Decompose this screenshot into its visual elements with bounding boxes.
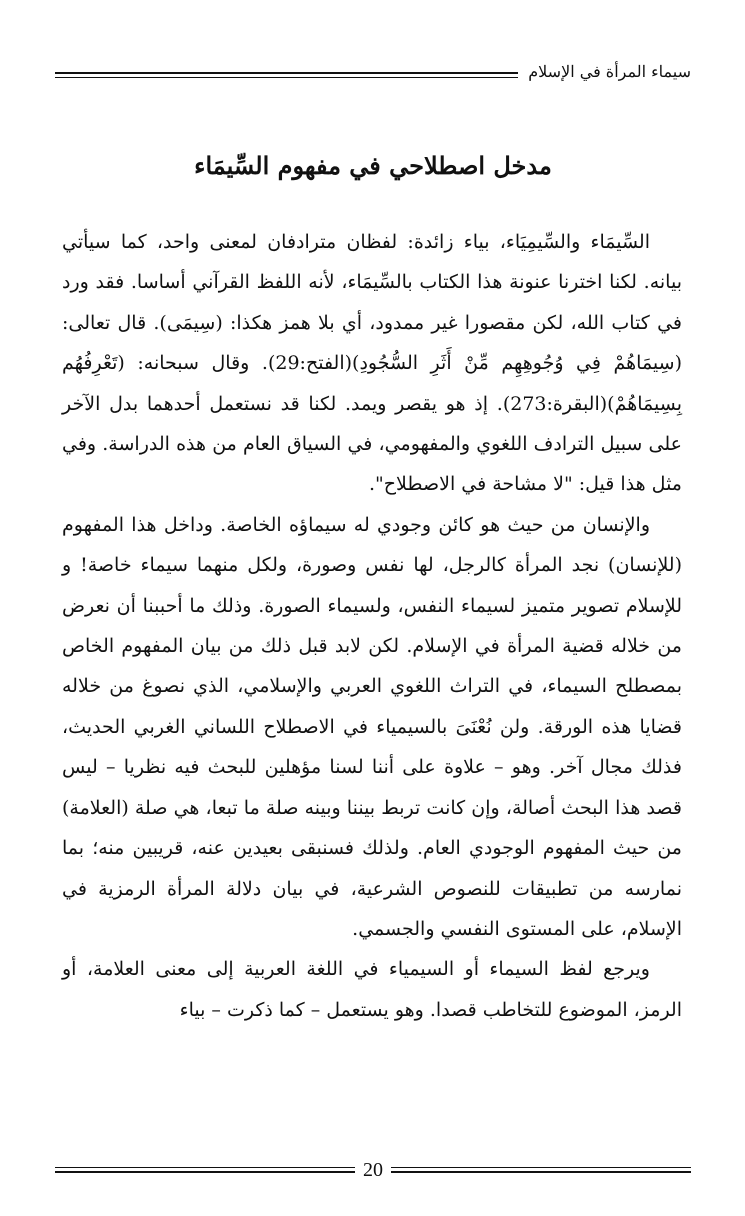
body-text <box>62 222 682 1030</box>
header-rule <box>55 72 518 78</box>
page-footer <box>55 1154 691 1186</box>
footer-rule-right <box>391 1167 691 1173</box>
running-header <box>55 56 691 86</box>
running-title: سيماء المرأة في الإسلام <box>528 61 691 81</box>
paragraph-3: ويرجع لفظ السيماء أو السيمياء في اللغة العربية إلى معنى العلامة، أو الرمز، الموضوع للتخاطب قصدا. وهو يستعمل – كما ذكرت – بياء <box>62 958 682 1021</box>
paragraph-2: والإنسان من حيث هو كائن وجودي له سيماؤه الخاصة. وداخل هذا المفهوم (للإنسان) نجد المرأة كالرجل، لها نفس وصورة، ولكل منهما سيماء خاصة! و للإسلام تصوير متميز لسيماء النفس، ولسيماء الصورة. وذلك ما أحببنا أن نعرض من خلاله قضية المرأة في الإسلام. لكن لابد قبل ذلك من بيان المفهوم الخاص بمصطلح السيماء، في التراث اللغوي العربي والإسلامي، الذي نصوغ من خلاله قضايا هذه الورقة. ولن نُعْنَىَ بالسيمياء في الاصطلاح اللساني الغربي الحديث، فذلك مجال آخر. وهو – علاوة على أننا لسنا مؤهلين للبحث فيه نظريا – ليس قصد هذا البحث أصالة، وإن كانت تربط بيننا وبينه صلة ما تبعا، هي صلة (العلامة) من حيث المفهوم الوجودي العام. ولذلك فسنبقى بعيدين عنه، قريبين منه؛ بما نمارسه من تطبيقات للنصوص الشرعية، في بيان دلالة المرأة الرمزية في الإسلام، على المستوى النفسي والجسمي. <box>62 513 682 940</box>
paragraph-1: السِّيمَاء والسِّيمِيَاء، بياء زائدة: لفظان مترادفان لمعنى واحد، كما سيأتي بيانه. لكنا اخترنا عنونة هذا الكتاب بالسِّيمَاء، لأنه اللفظ القرآني أساسا. فقد ورد في كتاب الله، لكن مقصورا غير ممدود، أي بلا همز هكذا: (سِيمَى). قال تعالى: (سِيمَاهُمْ فِي وُجُوهِهِم مِّنْ أَثَرِ السُّجُودِ)(الفتح:29). وقال سبحانه: (تَعْرِفُهُم بِسِيمَاهُمْ)(البقرة:273). إذ هو يقصر ويمد. لكنا قد نستعمل أحدهما بدل الآخر على سبيل الترادف اللغوي والمفهومي، في السياق العام من هذه الدراسة. وفي مثل هذا قيل: "لا مشاحة في الاصطلاح". <box>62 231 682 496</box>
page-number: 20 <box>363 1158 383 1181</box>
footer-rule-left <box>55 1167 355 1173</box>
chapter-title: مدخل اصطلاحي في مفهوم السِّيمَاء <box>194 151 552 181</box>
